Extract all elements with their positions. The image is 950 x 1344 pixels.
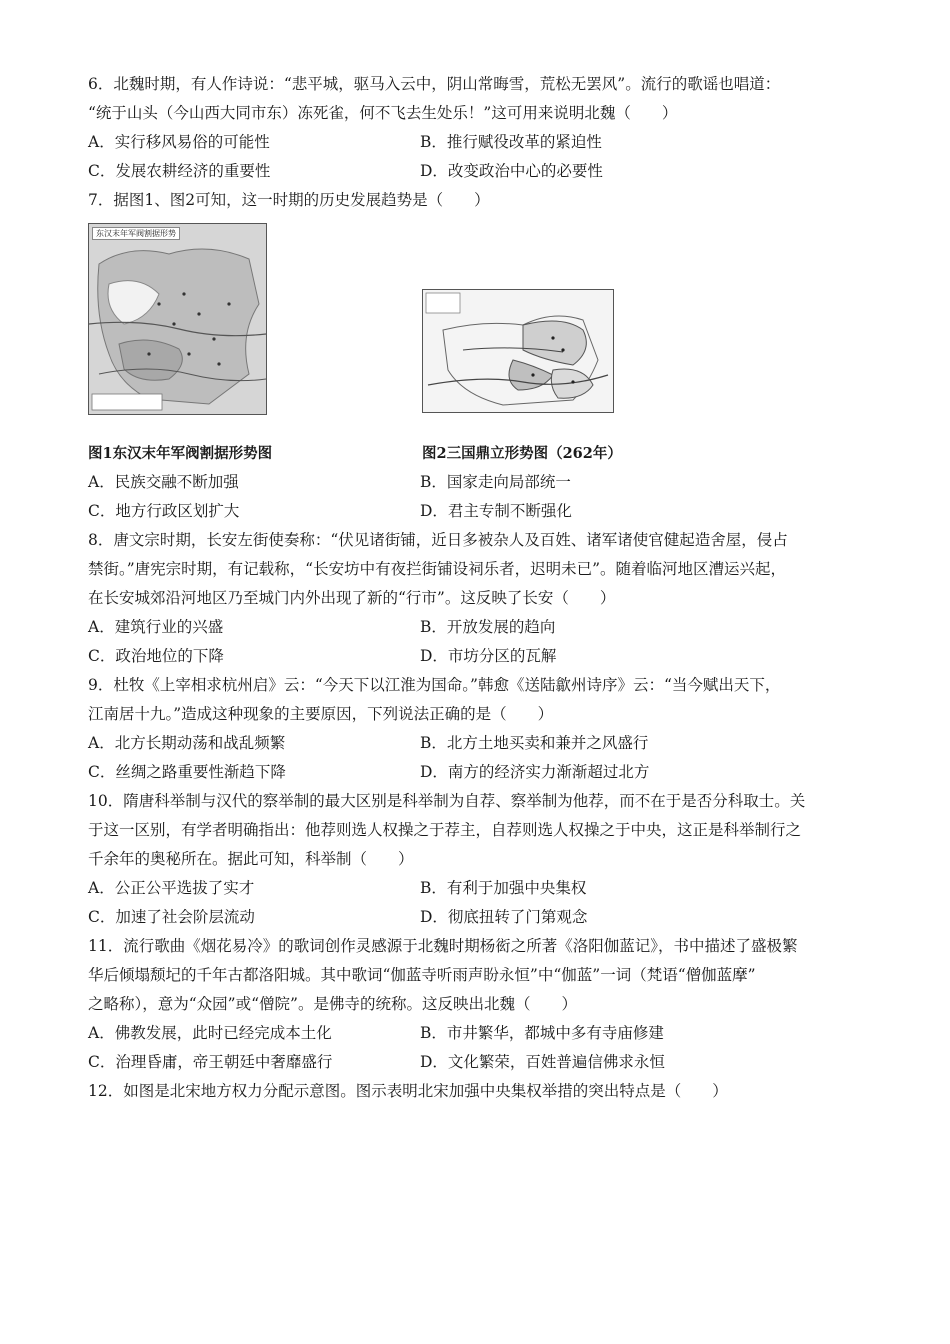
option-d[interactable]: D．南方的经济实力渐渐超过北方 — [420, 763, 650, 781]
question-stem: 12．如图是北宋地方权力分配示意图。图示表明北宋加强中央集权举措的突出特点是（ ） — [88, 1082, 728, 1100]
option-row — [88, 758, 868, 787]
option-c[interactable]: C．丝绸之路重要性渐趋下降 — [88, 763, 286, 781]
option-row — [88, 729, 868, 758]
question-stem: 华后倾塌颓圮的千年古都洛阳城。其中歌词“伽蓝寺听雨声盼永恒”中“伽蓝”一词（梵语“僧伽蓝摩” — [88, 966, 756, 984]
question-6 — [88, 70, 868, 186]
question-stem: 9．杜牧《上宰相求杭州启》云：“今天下以江淮为国命。”韩愈《送陆歙州诗序》云：“当今赋出天下， — [88, 676, 781, 694]
figure-1-caption: 图1东汉末年军阀割据形势图 — [88, 445, 273, 462]
option-d[interactable]: D．文化繁荣，百姓普遍信佛求永恒 — [420, 1053, 665, 1071]
figure-area — [88, 217, 868, 439]
map-title: 东汉末年军阀割据形势 — [92, 227, 180, 240]
option-a[interactable]: A．建筑行业的兴盛 — [88, 618, 224, 636]
option-c[interactable]: C．发展农耕经济的重要性 — [88, 162, 271, 180]
question-stem: 在长安城郊沿河地区乃至城门内外出现了新的“行市”。这反映了长安（ ） — [88, 589, 616, 607]
option-c[interactable]: C．加速了社会阶层流动 — [88, 908, 255, 926]
option-row — [88, 642, 868, 671]
option-row — [88, 1019, 868, 1048]
option-row — [88, 874, 868, 903]
option-row — [88, 1048, 868, 1077]
option-d[interactable]: D．彻底扭转了门第观念 — [420, 908, 588, 926]
option-c[interactable]: C．治理昏庸，帝王朝廷中奢靡盛行 — [88, 1053, 333, 1071]
three-kingdoms-map-graphic — [423, 290, 613, 412]
option-c[interactable]: C．地方行政区划扩大 — [88, 502, 240, 520]
option-row — [88, 903, 868, 932]
question-stem: 千余年的奥秘所在。据此可知，科举制（ ） — [88, 850, 414, 868]
question-stem: 8．唐文宗时期，长安左街使奏称：“伏见诸街铺，近日多被杂人及百姓、诸军诸使官健起造舍屋，侵占 — [88, 531, 788, 549]
map-eastern-han-warlords — [88, 223, 267, 415]
option-b[interactable]: B．北方土地买卖和兼并之风盛行 — [420, 734, 649, 752]
question-stem: 禁街。”唐宪宗时期，有记载称，“长安坊中有夜拦街铺设祠乐者，迟明未已”。随着临河地区漕运兴起， — [88, 560, 787, 578]
question-stem: 之略称），意为“众园”或“僧院”。是佛寺的统称。这反映出北魏（ ） — [88, 995, 577, 1013]
question-stem: “统于山头（今山西大同市东）冻死雀，何不飞去生处乐！”这可用来说明北魏（ ） — [88, 104, 678, 122]
option-a[interactable]: A．实行移风易俗的可能性 — [88, 133, 270, 151]
option-a[interactable]: A．北方长期动荡和战乱频繁 — [88, 734, 286, 752]
question-stem: 于这一区别，有学者明确指出：他荐则选人权操之于荐主，自荐则选人权操之于中央，这正是科举制行之 — [88, 821, 802, 839]
map-three-kingdoms — [422, 289, 614, 413]
option-b[interactable]: B．国家走向局部统一 — [420, 473, 571, 491]
option-b[interactable]: B．有利于加强中央集权 — [420, 879, 587, 897]
question-11 — [88, 932, 868, 1077]
question-stem: 6．北魏时期，有人作诗说：“悲平城，驱马入云中，阴山常晦雪，荒松无罢风”。流行的歌谣也唱道： — [88, 75, 781, 93]
question-stem: 7．据图1、图2可知，这一时期的历史发展趋势是（ ） — [88, 191, 490, 209]
option-row — [88, 468, 868, 497]
figure-2-caption: 图2三国鼎立形势图（262年） — [422, 445, 622, 462]
option-d[interactable]: D．市坊分区的瓦解 — [420, 647, 557, 665]
option-row — [88, 497, 868, 526]
option-d[interactable]: D．君主专制不断强化 — [420, 502, 572, 520]
question-stem: 11．流行歌曲《烟花易冷》的歌词创作灵感源于北魏时期杨衒之所著《洛阳伽蓝记》，书中描述了盛极繁 — [88, 937, 798, 955]
option-row — [88, 157, 868, 186]
option-b[interactable]: B．市井繁华，都城中多有寺庙修建 — [420, 1024, 664, 1042]
option-a[interactable]: A．公正公平选拔了实才 — [88, 879, 255, 897]
question-stem: 10．隋唐科举制与汉代的察举制的最大区别是科举制为自荐、察举制为他荐，而不在于是否分科取士。关 — [88, 792, 806, 810]
question-stem: 江南居十九。”造成这种现象的主要原因，下列说法正确的是（ ） — [88, 705, 554, 723]
question-7 — [88, 186, 868, 526]
option-b[interactable]: B．推行赋役改革的紧迫性 — [420, 133, 602, 151]
warlord-map-graphic — [89, 224, 266, 414]
figure-captions — [88, 439, 868, 468]
option-a[interactable]: A．佛教发展，此时已经完成本土化 — [88, 1024, 332, 1042]
question-8 — [88, 526, 868, 671]
exam-page — [88, 70, 868, 1106]
question-12 — [88, 1077, 868, 1106]
question-10 — [88, 787, 868, 932]
option-b[interactable]: B．开放发展的趋向 — [420, 618, 556, 636]
option-row — [88, 128, 868, 157]
option-d[interactable]: D．改变政治中心的必要性 — [420, 162, 603, 180]
question-9 — [88, 671, 868, 787]
option-row — [88, 613, 868, 642]
option-a[interactable]: A．民族交融不断加强 — [88, 473, 239, 491]
option-c[interactable]: C．政治地位的下降 — [88, 647, 224, 665]
